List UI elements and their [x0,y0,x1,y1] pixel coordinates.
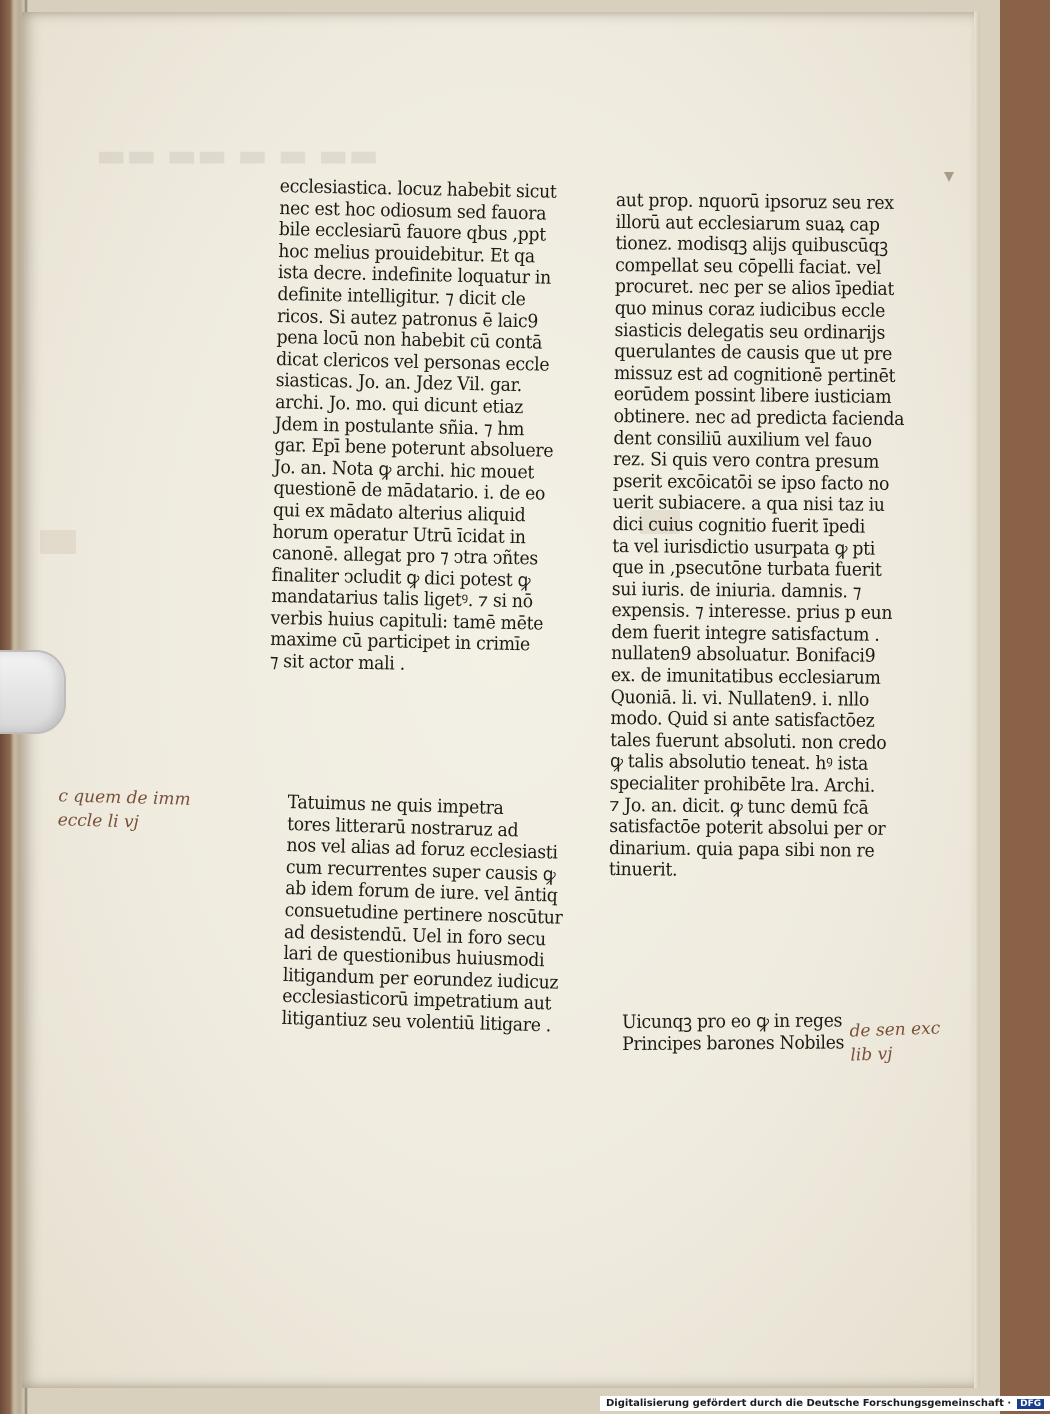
text-line: cum recurrentes super causis ꝙ [285,856,556,886]
text-line: Quoniā. li. vi. Nullaten9. i. nllo [610,686,870,711]
text-line: missuz est ad cognitionē pertinēt [613,362,896,387]
text-line: nec est hoc odiosum sed fauora [279,197,547,225]
dfg-logo: DFG [1017,1399,1044,1409]
text-line: horum operatur Utrū īcidat in [272,521,526,548]
text-line: ecclesiastica. locuz habebit sicut [279,176,557,203]
text-line: nullaten9 absoluatur. Bonifaci9 [611,643,876,668]
text-column-right-top [609,190,907,884]
text-line: Jdem in postulante sñia. ⁊ hm [274,413,525,440]
marginal-note-line: eccle li vj [57,810,140,833]
text-line: lari de questionibus huiusmodi [283,943,545,972]
text-line: aut prop. nquorū ipsoruz seu rex [615,190,894,214]
text-line: Tatuimus ne quis impetra [287,792,504,820]
text-line: rez. Si quis vero contra presum [613,449,880,473]
text-line: mandatarius talis ligetꝰ. ⁊ si nō [270,586,533,613]
text-line: ista decre. indefinite loquatur in [277,262,552,290]
text-line: consuetudine pertinere noscūtur [284,899,563,929]
text-line: quo minus coraz iudicibus eccle [614,297,886,322]
text-line: tinuerit. [608,859,678,882]
bleed-through-mark [40,530,76,554]
text-line: ab idem forum de iure. vel āntiq [285,878,558,907]
text-line: ad desistendū. Uel in foro secu [283,921,547,950]
text-line: siasticas. Jo. an. Jdez Vil. gar. [275,370,523,397]
text-line: nos vel alias ad foruz ecclesiasti [286,835,558,864]
page-edge-mark [944,172,954,182]
text-line: bile ecclesiarū fauore qbus ,ppt [278,219,547,246]
text-line: sui iuris. de iniuria. damnis. ⁊ [611,578,862,603]
text-line: pserit excōicatōi se ipso facto no [612,470,890,495]
text-line: Principes barones Nobiles [622,1032,845,1055]
text-line: ⁊ sit actor mali . [269,650,406,675]
text-line: procuret. nec per se alios īpediat [614,276,895,301]
text-line: Uicunqꝫ pro eo ꝙ in reges [622,1010,843,1033]
text-line: finaliter ↄcludit ꝙ dici potest ꝙ [271,564,531,592]
text-line: dent consiliū auxilium vel fauo [613,427,872,452]
text-line: ricos. Si autez patronus ē laic9 [276,305,539,332]
text-line: modo. Quid si ante satisfactōez [610,708,875,732]
text-line: satisfactōe poterit absolui per or [609,816,886,841]
text-line: tores litterarū nostraruz ad [286,813,519,842]
text-line: dinarium. quia papa sibi non re [608,837,875,862]
marginal-note-line: lib vj [850,1044,893,1066]
text-line: questionē de mādatario. i. de eo [273,478,546,505]
text-line: maxime cū participet in crimīe [270,629,531,656]
text-line: dem fuerit integre satisfactum . [611,621,880,646]
marginal-note-line: c quem de imm [58,786,191,810]
text-line: canonē. allegat pro ⁊ ↄtra ↄñtes [271,543,539,570]
text-line: specialiter prohibēte lra. Archi. [609,772,876,797]
text-line: obtinere. nec ad predicta facienda [613,405,905,430]
text-line: eorūdem possint libere iusticiam [613,384,892,409]
text-line: illorū aut ecclesiarum suaꝝ cap [615,211,880,236]
text-line: ⁊ Jo. an. dicit. ꝙ tunc demū fcā [609,794,869,819]
text-line: ta vel iurisdictio usurpata ꝙ pti [612,535,876,560]
text-line: tionez. modisqꝫ alijs quibuscūqꝫ [615,233,888,258]
text-line: litigantiuz seu volentiū litigare . [281,1007,552,1037]
text-line: uerit subiacere. a qua nisi taz iu [612,492,885,517]
text-line: litigandum per eorundez iudicuz [282,964,559,994]
marginal-note-left [57,784,191,835]
text-column-left-top [270,176,559,678]
text-line: tales fuerunt absoluti. non credo [610,729,887,754]
text-line: expensis. ⁊ interesse. prius p eun [611,600,893,625]
text-line: que in ,psecutōne turbata fuerit [611,557,882,581]
text-line: ex. de imunitatibus ecclesiarum [610,665,881,689]
text-line: compellat seu cōpelli faciat. vel [615,254,882,279]
footer-text: Digitalisierung gefördert durch die Deutsche Forschungsgemeinschaft · [606,1398,1012,1409]
marginal-note-right [849,1016,941,1067]
text-line: dici cuius cognitio fuerit īpedi [612,513,866,538]
text-line: pena locū non habebit cū contā [276,327,543,354]
text-line: querulantes de causis que ut pre [614,341,893,366]
text-line: gar. Epī bene poterunt absoluere [274,435,554,462]
text-line: definite intelligitur. ⁊ dicit cle [277,283,526,311]
text-line: archi. Jo. mo. qui dicunt etiaz [275,391,524,419]
text-line: siasticis delegatis seu ordinarijs [614,319,886,344]
text-line: qui ex mādato alterius aliquid [272,499,526,527]
text-line: ꝙ talis absolutio teneat. hꝰ ista [609,751,869,776]
text-line: dicat clericos vel personas eccle [275,348,550,376]
marginal-note-line: de sen exc [849,1018,941,1042]
text-column-left-bottom [281,792,565,1037]
text-line: Jo. an. Nota ꝙ archi. hic mouet [273,456,535,484]
bleed-through-heading: ▬▬ ▬▬ ▬ ▬ ▬▬ [96,136,379,174]
text-line: hoc melius prouidebitur. Et qa [278,240,536,268]
text-line: verbis huius capituli: tamē mēte [270,607,544,635]
text-column-right-bottom [622,1010,844,1055]
binder-clip [0,650,66,734]
text-line: ecclesiasticorū impetratium aut [281,986,552,1015]
digitization-footer [600,1396,1050,1411]
